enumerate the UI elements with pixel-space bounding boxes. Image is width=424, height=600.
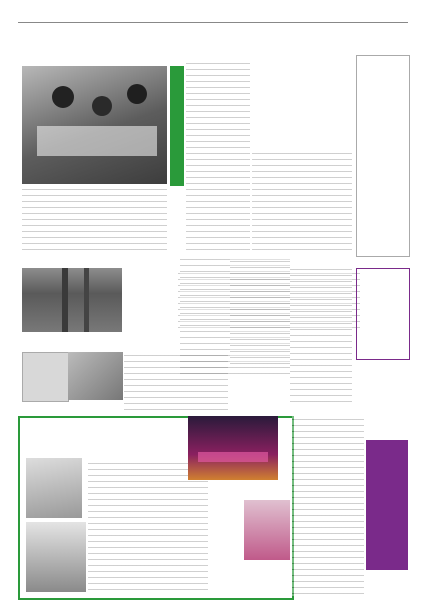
costume-photo bbox=[244, 500, 290, 560]
header-bar bbox=[18, 12, 408, 23]
shifusai-head bbox=[366, 440, 408, 570]
scholarship-photo2 bbox=[26, 522, 86, 592]
index-box bbox=[356, 268, 410, 360]
ict-body bbox=[230, 256, 290, 366]
shifusai-body bbox=[292, 416, 364, 596]
forest-photo bbox=[22, 268, 122, 332]
scholarship-photo bbox=[26, 458, 82, 518]
article-body-lower-mid bbox=[124, 352, 228, 412]
motto-lead bbox=[252, 62, 292, 142]
headline bbox=[20, 26, 360, 56]
article-body-right-lower bbox=[290, 264, 352, 404]
science-tour-photo bbox=[22, 352, 69, 402]
chemistry-class-photo bbox=[22, 66, 167, 184]
active-head bbox=[170, 66, 184, 186]
science-tour-photo2 bbox=[68, 352, 123, 400]
dance-photo bbox=[188, 416, 278, 480]
masthead-box bbox=[356, 55, 410, 257]
